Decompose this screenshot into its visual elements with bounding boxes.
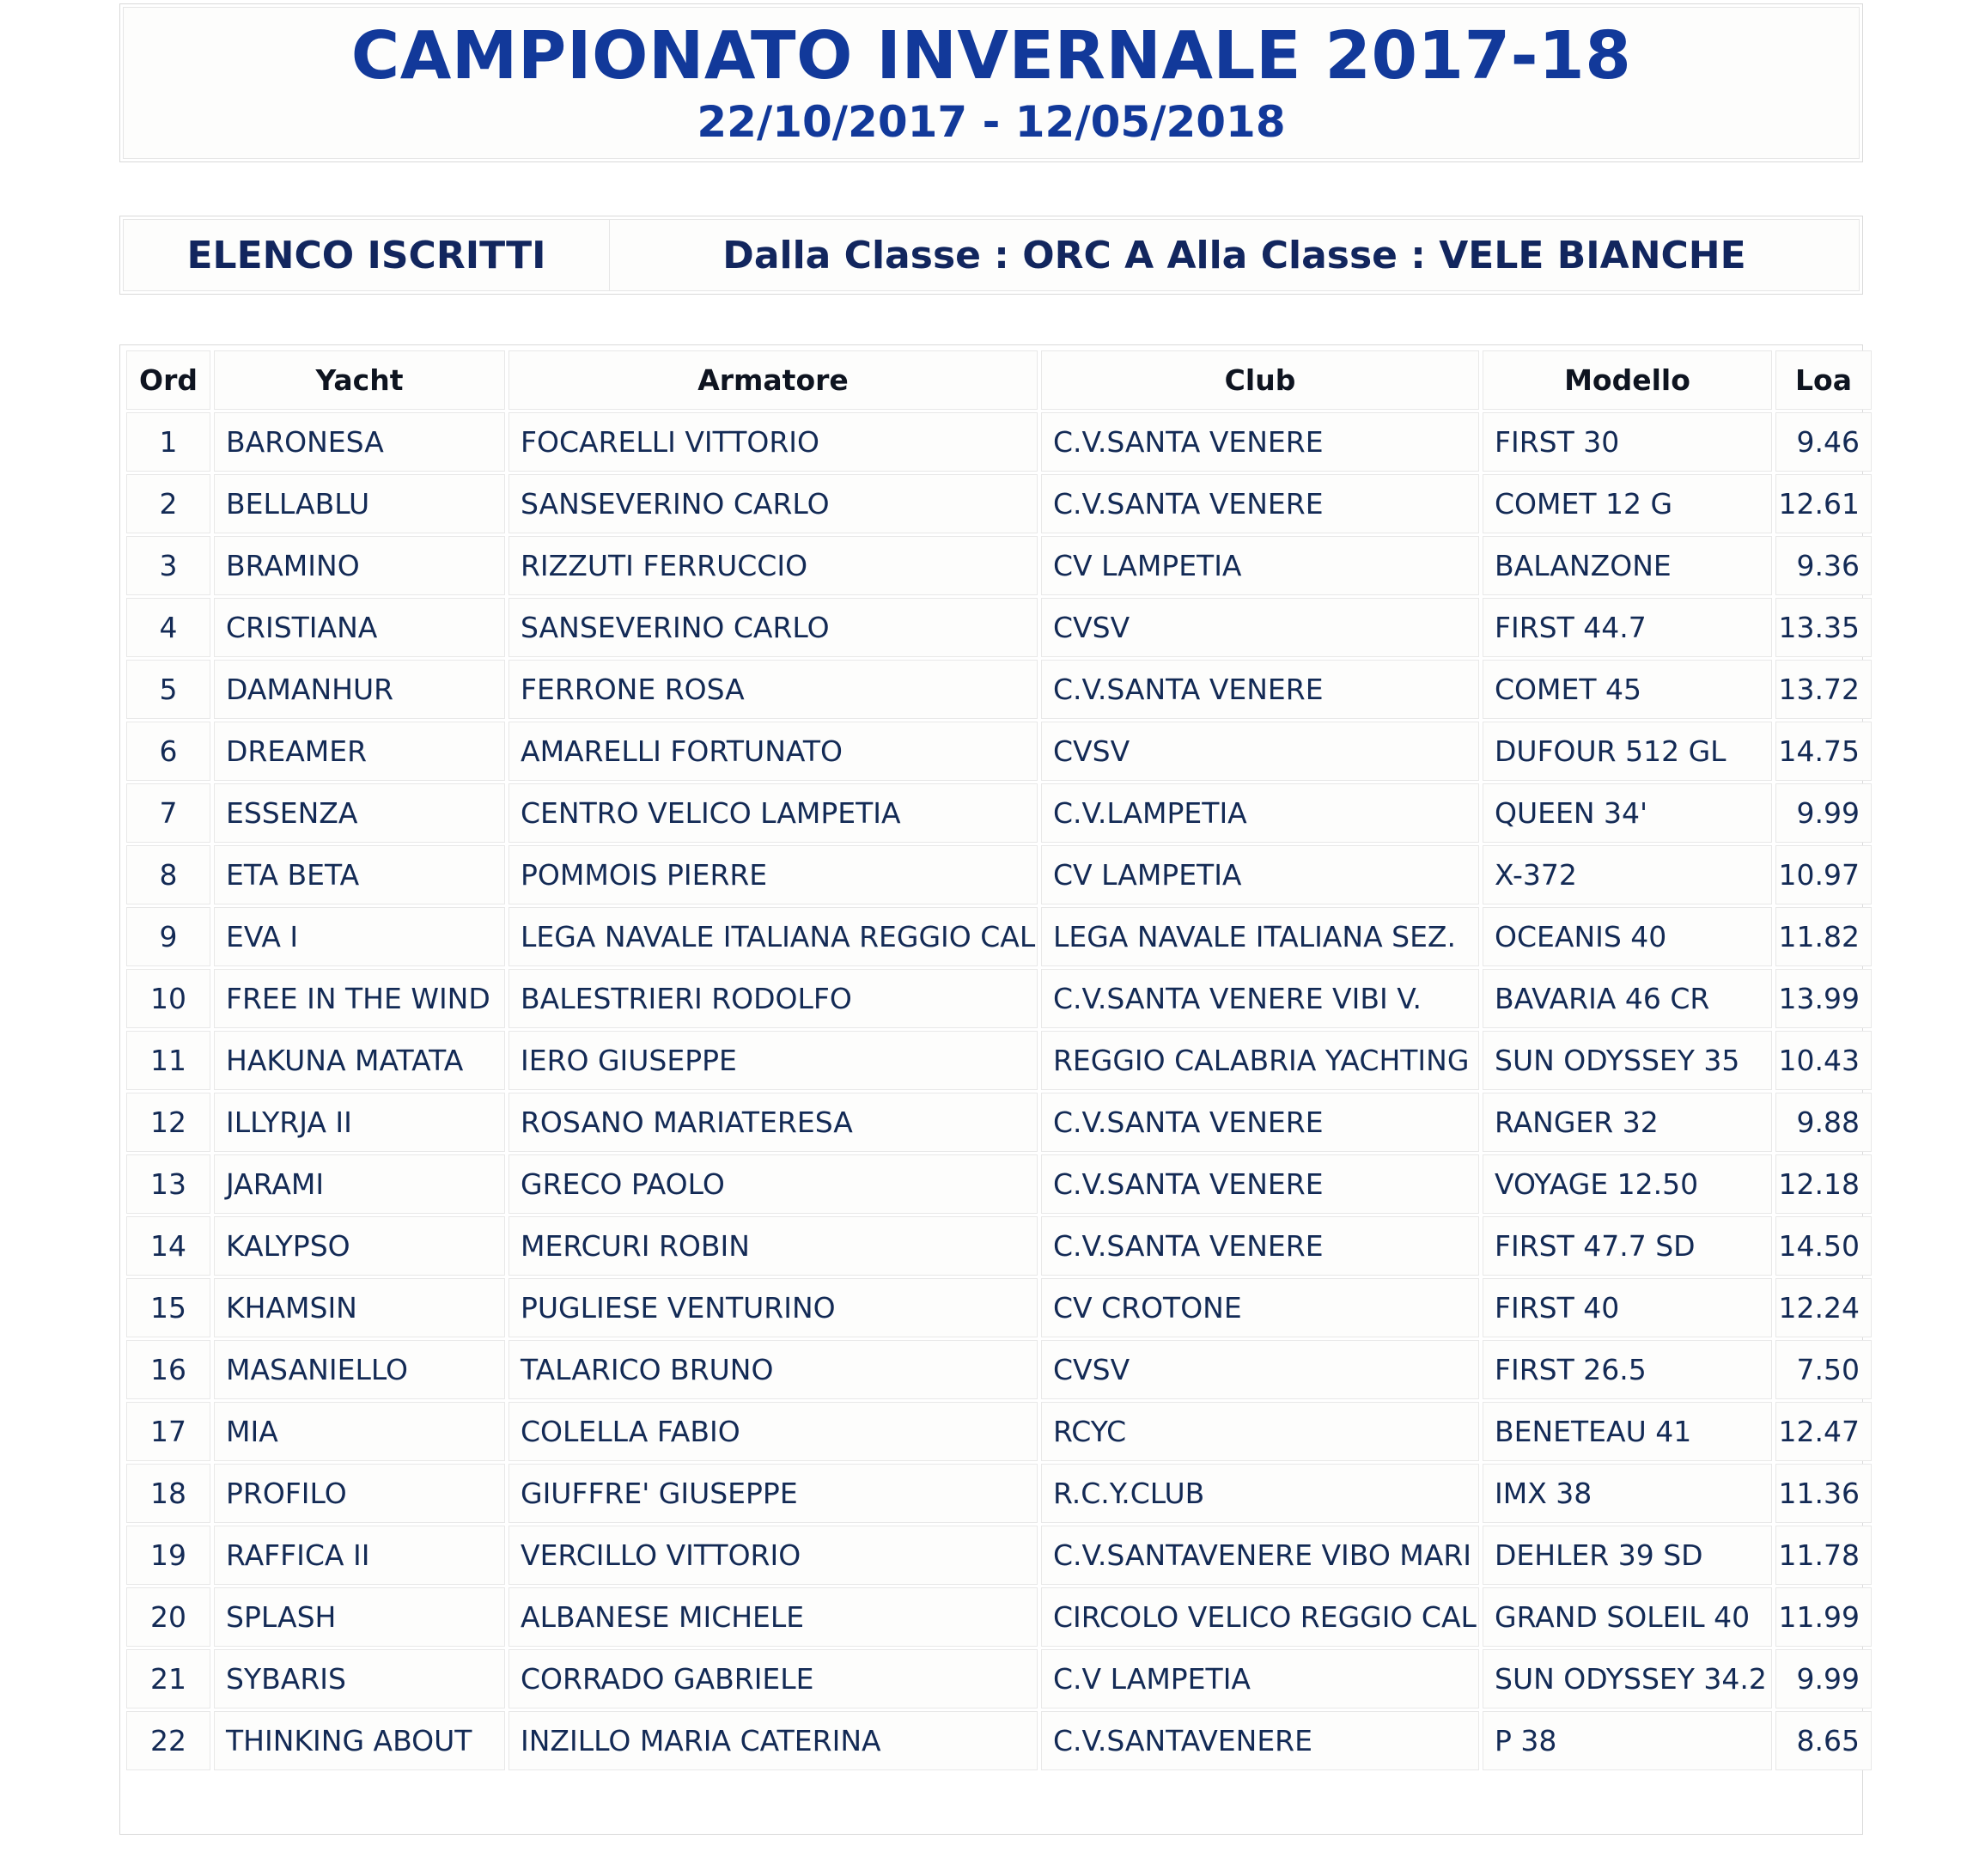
cell-loa: 9.46 <box>1775 412 1872 472</box>
cell-modello: DEHLER 39 SD <box>1483 1526 1772 1585</box>
cell-ord: 19 <box>126 1526 210 1585</box>
table-row <box>126 845 1872 904</box>
cell-modello: RANGER 32 <box>1483 1093 1772 1152</box>
cell-club: CVSV <box>1041 598 1479 657</box>
table-row <box>126 1402 1872 1461</box>
cell-ord: 1 <box>126 412 210 472</box>
cell-loa: 10.43 <box>1775 1031 1872 1090</box>
table-row <box>126 1216 1872 1276</box>
cell-club: C.V.SANTA VENERE <box>1041 1093 1479 1152</box>
cell-club: C.V.LAMPETIA <box>1041 783 1479 843</box>
cell-ord: 13 <box>126 1154 210 1214</box>
cell-club: C.V.SANTA VENERE <box>1041 474 1479 533</box>
cell-club: C.V.SANTAVENERE <box>1041 1711 1479 1770</box>
cell-armatore: MERCURI ROBIN <box>508 1216 1038 1276</box>
cell-loa: 13.35 <box>1775 598 1872 657</box>
cell-club: C.V.SANTA VENERE <box>1041 1216 1479 1276</box>
table-row <box>126 1526 1872 1585</box>
cell-club: C.V.SANTAVENERE VIBO MARI <box>1041 1526 1479 1585</box>
date-range: 22/10/2017 - 12/05/2018 <box>697 96 1286 147</box>
cell-modello: IMX 38 <box>1483 1464 1772 1523</box>
table-row <box>126 474 1872 533</box>
cell-club: CV CROTONE <box>1041 1278 1479 1337</box>
cell-ord: 18 <box>126 1464 210 1523</box>
table-row <box>126 1464 1872 1523</box>
cell-club: CV LAMPETIA <box>1041 536 1479 595</box>
table-row <box>126 598 1872 657</box>
cell-loa: 9.99 <box>1775 783 1872 843</box>
list-label: ELENCO ISCRITTI <box>124 220 610 290</box>
cell-loa: 11.78 <box>1775 1526 1872 1585</box>
table-row <box>126 1093 1872 1152</box>
cell-armatore: SANSEVERINO CARLO <box>508 598 1038 657</box>
cell-yacht: FREE IN THE WIND <box>214 969 505 1028</box>
cell-modello: FIRST 40 <box>1483 1278 1772 1337</box>
cell-club: C.V.SANTA VENERE <box>1041 412 1479 472</box>
cell-armatore: FOCARELLI VITTORIO <box>508 412 1038 472</box>
cell-armatore: POMMOIS PIERRE <box>508 845 1038 904</box>
cell-yacht: DAMANHUR <box>214 660 505 719</box>
cell-ord: 22 <box>126 1711 210 1770</box>
cell-loa: 8.65 <box>1775 1711 1872 1770</box>
cell-club: RCYC <box>1041 1402 1479 1461</box>
cell-modello: COMET 12 G <box>1483 474 1772 533</box>
table-row <box>126 660 1872 719</box>
cell-modello: FIRST 26.5 <box>1483 1340 1772 1399</box>
cell-modello: BAVARIA 46 CR <box>1483 969 1772 1028</box>
cell-ord: 21 <box>126 1649 210 1708</box>
cell-armatore: ALBANESE MICHELE <box>508 1587 1038 1647</box>
table-row <box>126 1031 1872 1090</box>
cell-ord: 20 <box>126 1587 210 1647</box>
cell-ord: 16 <box>126 1340 210 1399</box>
cell-yacht: DREAMER <box>214 722 505 781</box>
table-row <box>126 1587 1872 1647</box>
cell-yacht: ETA BETA <box>214 845 505 904</box>
cell-yacht: MIA <box>214 1402 505 1461</box>
cell-armatore: VERCILLO VITTORIO <box>508 1526 1038 1585</box>
cell-modello: SUN ODYSSEY 35 <box>1483 1031 1772 1090</box>
table-row <box>126 536 1872 595</box>
cell-club: CVSV <box>1041 1340 1479 1399</box>
cell-armatore: AMARELLI FORTUNATO <box>508 722 1038 781</box>
cell-ord: 14 <box>126 1216 210 1276</box>
cell-modello: COMET 45 <box>1483 660 1772 719</box>
cell-armatore: LEGA NAVALE ITALIANA REGGIO CAL <box>508 907 1038 966</box>
cell-club: CV LAMPETIA <box>1041 845 1479 904</box>
cell-yacht: PROFILO <box>214 1464 505 1523</box>
cell-armatore: FERRONE ROSA <box>508 660 1038 719</box>
column-header-modello: Modello <box>1483 350 1772 410</box>
entries-table-wrapper <box>123 348 1860 1831</box>
cell-ord: 4 <box>126 598 210 657</box>
cell-club: C.V.SANTA VENERE <box>1041 660 1479 719</box>
table-header-row <box>126 350 1872 410</box>
cell-ord: 11 <box>126 1031 210 1090</box>
cell-loa: 12.47 <box>1775 1402 1872 1461</box>
class-range: Dalla Classe : ORC A Alla Classe : VELE BIANCHE <box>722 233 1746 277</box>
cell-loa: 12.24 <box>1775 1278 1872 1337</box>
cell-armatore: PUGLIESE VENTURINO <box>508 1278 1038 1337</box>
cell-ord: 3 <box>126 536 210 595</box>
cell-yacht: THINKING ABOUT <box>214 1711 505 1770</box>
table-row <box>126 1711 1872 1770</box>
cell-ord: 2 <box>126 474 210 533</box>
cell-yacht: BRAMINO <box>214 536 505 595</box>
cell-loa: 9.88 <box>1775 1093 1872 1152</box>
entries-table <box>123 348 1875 1773</box>
column-header-loa: Loa <box>1775 350 1872 410</box>
cell-yacht: KHAMSIN <box>214 1278 505 1337</box>
table-row <box>126 783 1872 843</box>
cell-ord: 6 <box>126 722 210 781</box>
table-row <box>126 412 1872 472</box>
table-row <box>126 1340 1872 1399</box>
cell-loa: 13.99 <box>1775 969 1872 1028</box>
cell-yacht: ILLYRJA II <box>214 1093 505 1152</box>
cell-armatore: SANSEVERINO CARLO <box>508 474 1038 533</box>
cell-ord: 7 <box>126 783 210 843</box>
cell-modello: OCEANIS 40 <box>1483 907 1772 966</box>
cell-loa: 9.36 <box>1775 536 1872 595</box>
cell-loa: 11.99 <box>1775 1587 1872 1647</box>
cell-club: CVSV <box>1041 722 1479 781</box>
cell-modello: GRAND SOLEIL 40 <box>1483 1587 1772 1647</box>
header-panel-inner <box>123 7 1860 159</box>
column-header-ord: Ord <box>126 350 210 410</box>
cell-club: R.C.Y.CLUB <box>1041 1464 1479 1523</box>
cell-yacht: BARONESA <box>214 412 505 472</box>
cell-modello: DUFOUR 512 GL <box>1483 722 1772 781</box>
class-bar <box>119 216 1863 295</box>
cell-yacht: CRISTIANA <box>214 598 505 657</box>
cell-loa: 9.99 <box>1775 1649 1872 1708</box>
table-row <box>126 1154 1872 1214</box>
cell-ord: 12 <box>126 1093 210 1152</box>
cell-modello: FIRST 44.7 <box>1483 598 1772 657</box>
cell-modello: P 38 <box>1483 1711 1772 1770</box>
cell-modello: BENETEAU 41 <box>1483 1402 1772 1461</box>
cell-modello: FIRST 47.7 SD <box>1483 1216 1772 1276</box>
cell-club: C.V LAMPETIA <box>1041 1649 1479 1708</box>
cell-ord: 17 <box>126 1402 210 1461</box>
cell-loa: 12.18 <box>1775 1154 1872 1214</box>
column-header-club: Club <box>1041 350 1479 410</box>
cell-loa: 12.61 <box>1775 474 1872 533</box>
cell-loa: 11.36 <box>1775 1464 1872 1523</box>
cell-armatore: BALESTRIERI RODOLFO <box>508 969 1038 1028</box>
entries-table-panel <box>119 344 1863 1835</box>
cell-club: C.V.SANTA VENERE VIBI V. <box>1041 969 1479 1028</box>
cell-armatore: TALARICO BRUNO <box>508 1340 1038 1399</box>
cell-ord: 5 <box>126 660 210 719</box>
column-header-armatore: Armatore <box>508 350 1038 410</box>
cell-club: REGGIO CALABRIA YACHTING <box>1041 1031 1479 1090</box>
cell-armatore: GIUFFRE' GIUSEPPE <box>508 1464 1038 1523</box>
cell-yacht: SPLASH <box>214 1587 505 1647</box>
cell-modello: BALANZONE <box>1483 536 1772 595</box>
cell-yacht: BELLABLU <box>214 474 505 533</box>
cell-armatore: IERO GIUSEPPE <box>508 1031 1038 1090</box>
cell-loa: 13.72 <box>1775 660 1872 719</box>
cell-club: LEGA NAVALE ITALIANA SEZ. <box>1041 907 1479 966</box>
cell-modello: VOYAGE 12.50 <box>1483 1154 1772 1214</box>
cell-ord: 9 <box>126 907 210 966</box>
cell-armatore: INZILLO MARIA CATERINA <box>508 1711 1038 1770</box>
cell-armatore: CENTRO VELICO LAMPETIA <box>508 783 1038 843</box>
table-row <box>126 969 1872 1028</box>
header-panel <box>119 3 1863 162</box>
cell-modello: QUEEN 34' <box>1483 783 1772 843</box>
table-row <box>126 722 1872 781</box>
cell-ord: 10 <box>126 969 210 1028</box>
cell-yacht: HAKUNA MATATA <box>214 1031 505 1090</box>
cell-yacht: MASANIELLO <box>214 1340 505 1399</box>
cell-armatore: CORRADO GABRIELE <box>508 1649 1038 1708</box>
cell-armatore: RIZZUTI FERRUCCIO <box>508 536 1038 595</box>
cell-armatore: ROSANO MARIATERESA <box>508 1093 1038 1152</box>
cell-loa: 11.82 <box>1775 907 1872 966</box>
table-row <box>126 907 1872 966</box>
class-bar-inner <box>123 219 1860 291</box>
cell-modello: X-372 <box>1483 845 1772 904</box>
page-title: CAMPIONATO INVERNALE 2017-18 <box>350 17 1632 94</box>
cell-armatore: GRECO PAOLO <box>508 1154 1038 1214</box>
cell-ord: 15 <box>126 1278 210 1337</box>
cell-modello: SUN ODYSSEY 34.2 <box>1483 1649 1772 1708</box>
cell-yacht: SYBARIS <box>214 1649 505 1708</box>
cell-loa: 14.75 <box>1775 722 1872 781</box>
cell-yacht: EVA I <box>214 907 505 966</box>
cell-modello: FIRST 30 <box>1483 412 1772 472</box>
cell-yacht: ESSENZA <box>214 783 505 843</box>
table-row <box>126 1649 1872 1708</box>
table-row <box>126 1278 1872 1337</box>
cell-loa: 14.50 <box>1775 1216 1872 1276</box>
cell-yacht: KALYPSO <box>214 1216 505 1276</box>
table-body <box>126 412 1872 1770</box>
cell-yacht: RAFFICA II <box>214 1526 505 1585</box>
column-header-yacht: Yacht <box>214 350 505 410</box>
cell-loa: 7.50 <box>1775 1340 1872 1399</box>
cell-loa: 10.97 <box>1775 845 1872 904</box>
cell-yacht: JARAMI <box>214 1154 505 1214</box>
cell-ord: 8 <box>126 845 210 904</box>
cell-club: CIRCOLO VELICO REGGIO CAL <box>1041 1587 1479 1647</box>
cell-club: C.V.SANTA VENERE <box>1041 1154 1479 1214</box>
cell-armatore: COLELLA FABIO <box>508 1402 1038 1461</box>
